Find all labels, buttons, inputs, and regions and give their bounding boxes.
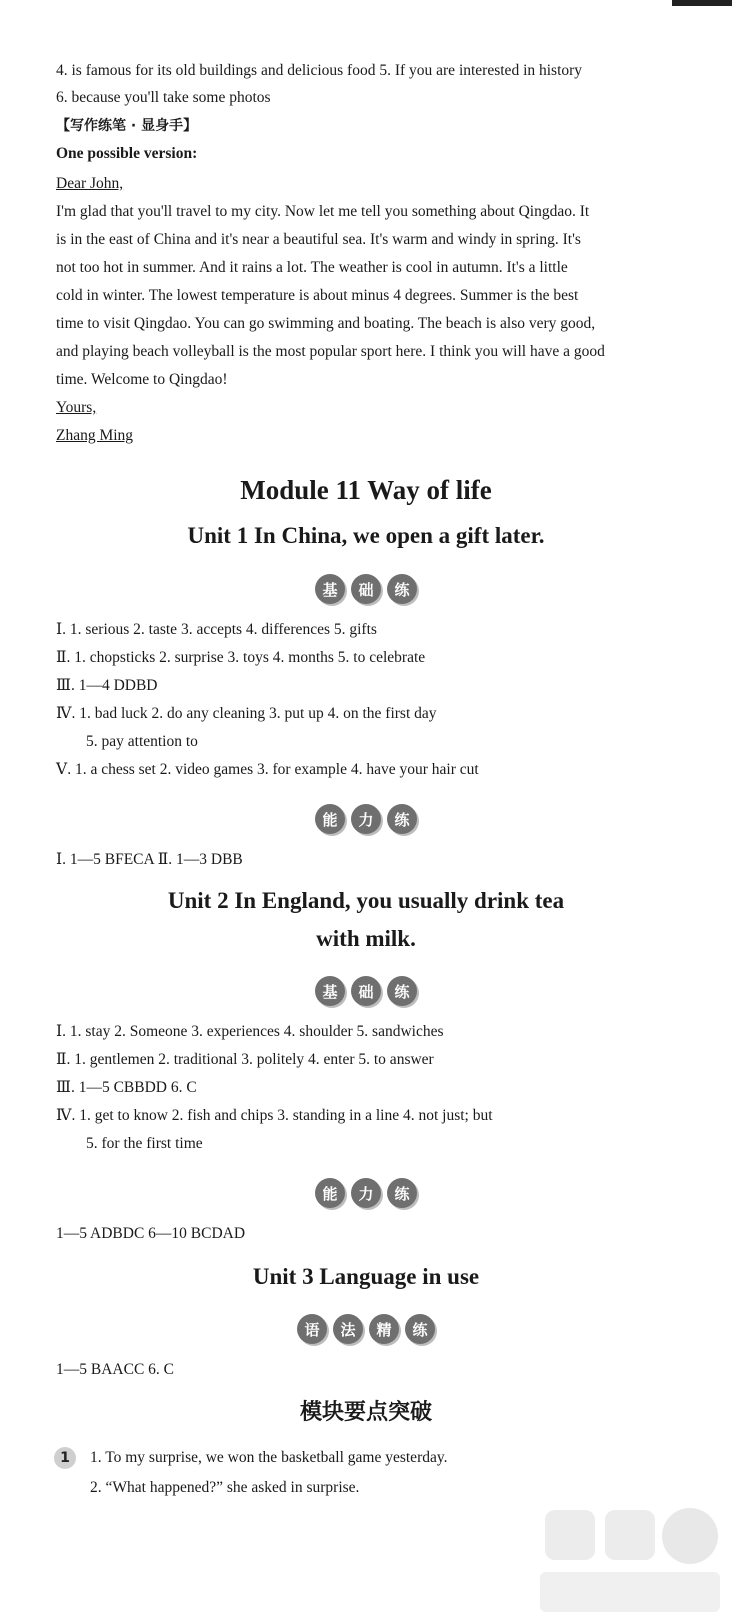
unit3-grammar-badges <box>0 1314 732 1344</box>
answer-line: 6. because you'll take some photos <box>56 89 271 106</box>
unit2-title-line1: Unit 2 In England, you usually drink tea <box>167 888 565 913</box>
letter-line: I'm glad that you'll travel to my city. Now let me tell you something about Qingdao. It <box>56 203 590 220</box>
answer-line: Ⅰ. 1. serious 2. taste 3. accepts 4. differences 5. gifts <box>56 621 377 638</box>
answer-line: 5. pay attention to <box>86 733 198 750</box>
unit1-ability-badges <box>0 804 732 834</box>
badge-icon: 能 <box>315 1178 345 1208</box>
badge-icon: 练 <box>387 976 417 1006</box>
answer-line: 2. “What happened?” she asked in surprise. <box>90 1479 360 1496</box>
answer-line: 4. is famous for its old buildings and delicious food 5. If you are interested in history <box>56 62 583 79</box>
letter-line: time to visit Qingdao. You can go swimming and boating. The beach is also very good, <box>56 315 596 332</box>
badge-icon: 力 <box>351 804 381 834</box>
badge-icon: 础 <box>351 976 381 1006</box>
answer-line: Ⅰ. 1—5 BFECA Ⅱ. 1—3 DBB <box>56 851 243 868</box>
corner-bar <box>672 0 732 6</box>
letter-signature: Zhang Ming <box>56 427 134 444</box>
module-title: Module 11 Way of life <box>240 475 492 505</box>
badge-icon: 练 <box>405 1314 435 1344</box>
letter-salutation: Dear John, <box>56 175 124 192</box>
badge-icon: 练 <box>387 574 417 604</box>
letter-closing: Yours, <box>56 399 97 416</box>
badge-icon: 能 <box>315 804 345 834</box>
badge-icon: 练 <box>387 1178 417 1208</box>
answer-line: 1—5 BAACC 6. C <box>56 1361 174 1378</box>
unit3-title: Unit 3 Language in use <box>252 1264 480 1289</box>
badge-icon: 基 <box>315 574 345 604</box>
writing-heading: 【写作练笔 · 显身手】 <box>56 118 198 134</box>
unit1-title: Unit 1 In China, we open a gift later. <box>187 523 545 548</box>
unit2-ability-badges <box>0 1178 732 1208</box>
letter-line: cold in winter. The lowest temperature is about minus 4 degrees. Summer is the best <box>56 287 579 304</box>
answer-line: 1—5 ADBDC 6—10 BCDAD <box>56 1225 246 1242</box>
answer-line: Ⅳ. 1. bad luck 2. do any cleaning 3. put up 4. on the first day <box>56 705 437 722</box>
answer-line: Ⅲ. 1—5 CBBDD 6. C <box>56 1079 197 1096</box>
badge-icon: 法 <box>333 1314 363 1344</box>
answer-line: Ⅱ. 1. gentlemen 2. traditional 3. politely 4. enter 5. to answer <box>56 1051 434 1068</box>
badge-icon: 力 <box>351 1178 381 1208</box>
badge-icon: 练 <box>387 804 417 834</box>
letter-line: and playing beach volleyball is the most popular sport here. I think you will have a good <box>56 343 605 360</box>
version-label: One possible version: <box>56 145 198 162</box>
unit2-title-line2: with milk. <box>316 926 416 951</box>
item-number-icon: 1 <box>54 1447 76 1469</box>
answer-line: Ⅰ. 1. stay 2. Someone 3. experiences 4. shoulder 5. sandwiches <box>56 1023 444 1040</box>
answer-line: 5. for the first time <box>86 1135 203 1152</box>
answer-line: Ⅱ. 1. chopsticks 2. surprise 3. toys 4. months 5. to celebrate <box>56 649 426 666</box>
answer-line: Ⅲ. 1—4 DDBD <box>56 677 158 694</box>
letter-line: is in the east of China and it's near a beautiful sea. It's warm and windy in spring. It's <box>56 231 581 248</box>
key-points-title: 模块要点突破 <box>299 1400 432 1425</box>
answer-line: Ⅴ. 1. a chess set 2. video games 3. for example 4. have your hair cut <box>56 761 479 778</box>
letter-line: not too hot in summer. And it rains a lot. The weather is cool in autumn. It's a little <box>56 259 568 276</box>
letter-line: time. Welcome to Qingdao! <box>56 371 228 388</box>
badge-icon: 语 <box>297 1314 327 1344</box>
unit2-basic-badges <box>0 976 732 1006</box>
answer-line: Ⅳ. 1. get to know 2. fish and chips 3. standing in a line 4. not just; but <box>56 1107 493 1124</box>
badge-icon: 精 <box>369 1314 399 1344</box>
answer-line: 1. To my surprise, we won the basketball game yesterday. <box>90 1449 448 1466</box>
unit1-basic-badges <box>0 574 732 604</box>
badge-icon: 础 <box>351 574 381 604</box>
watermark-icon <box>530 1500 730 1623</box>
badge-icon: 基 <box>315 976 345 1006</box>
